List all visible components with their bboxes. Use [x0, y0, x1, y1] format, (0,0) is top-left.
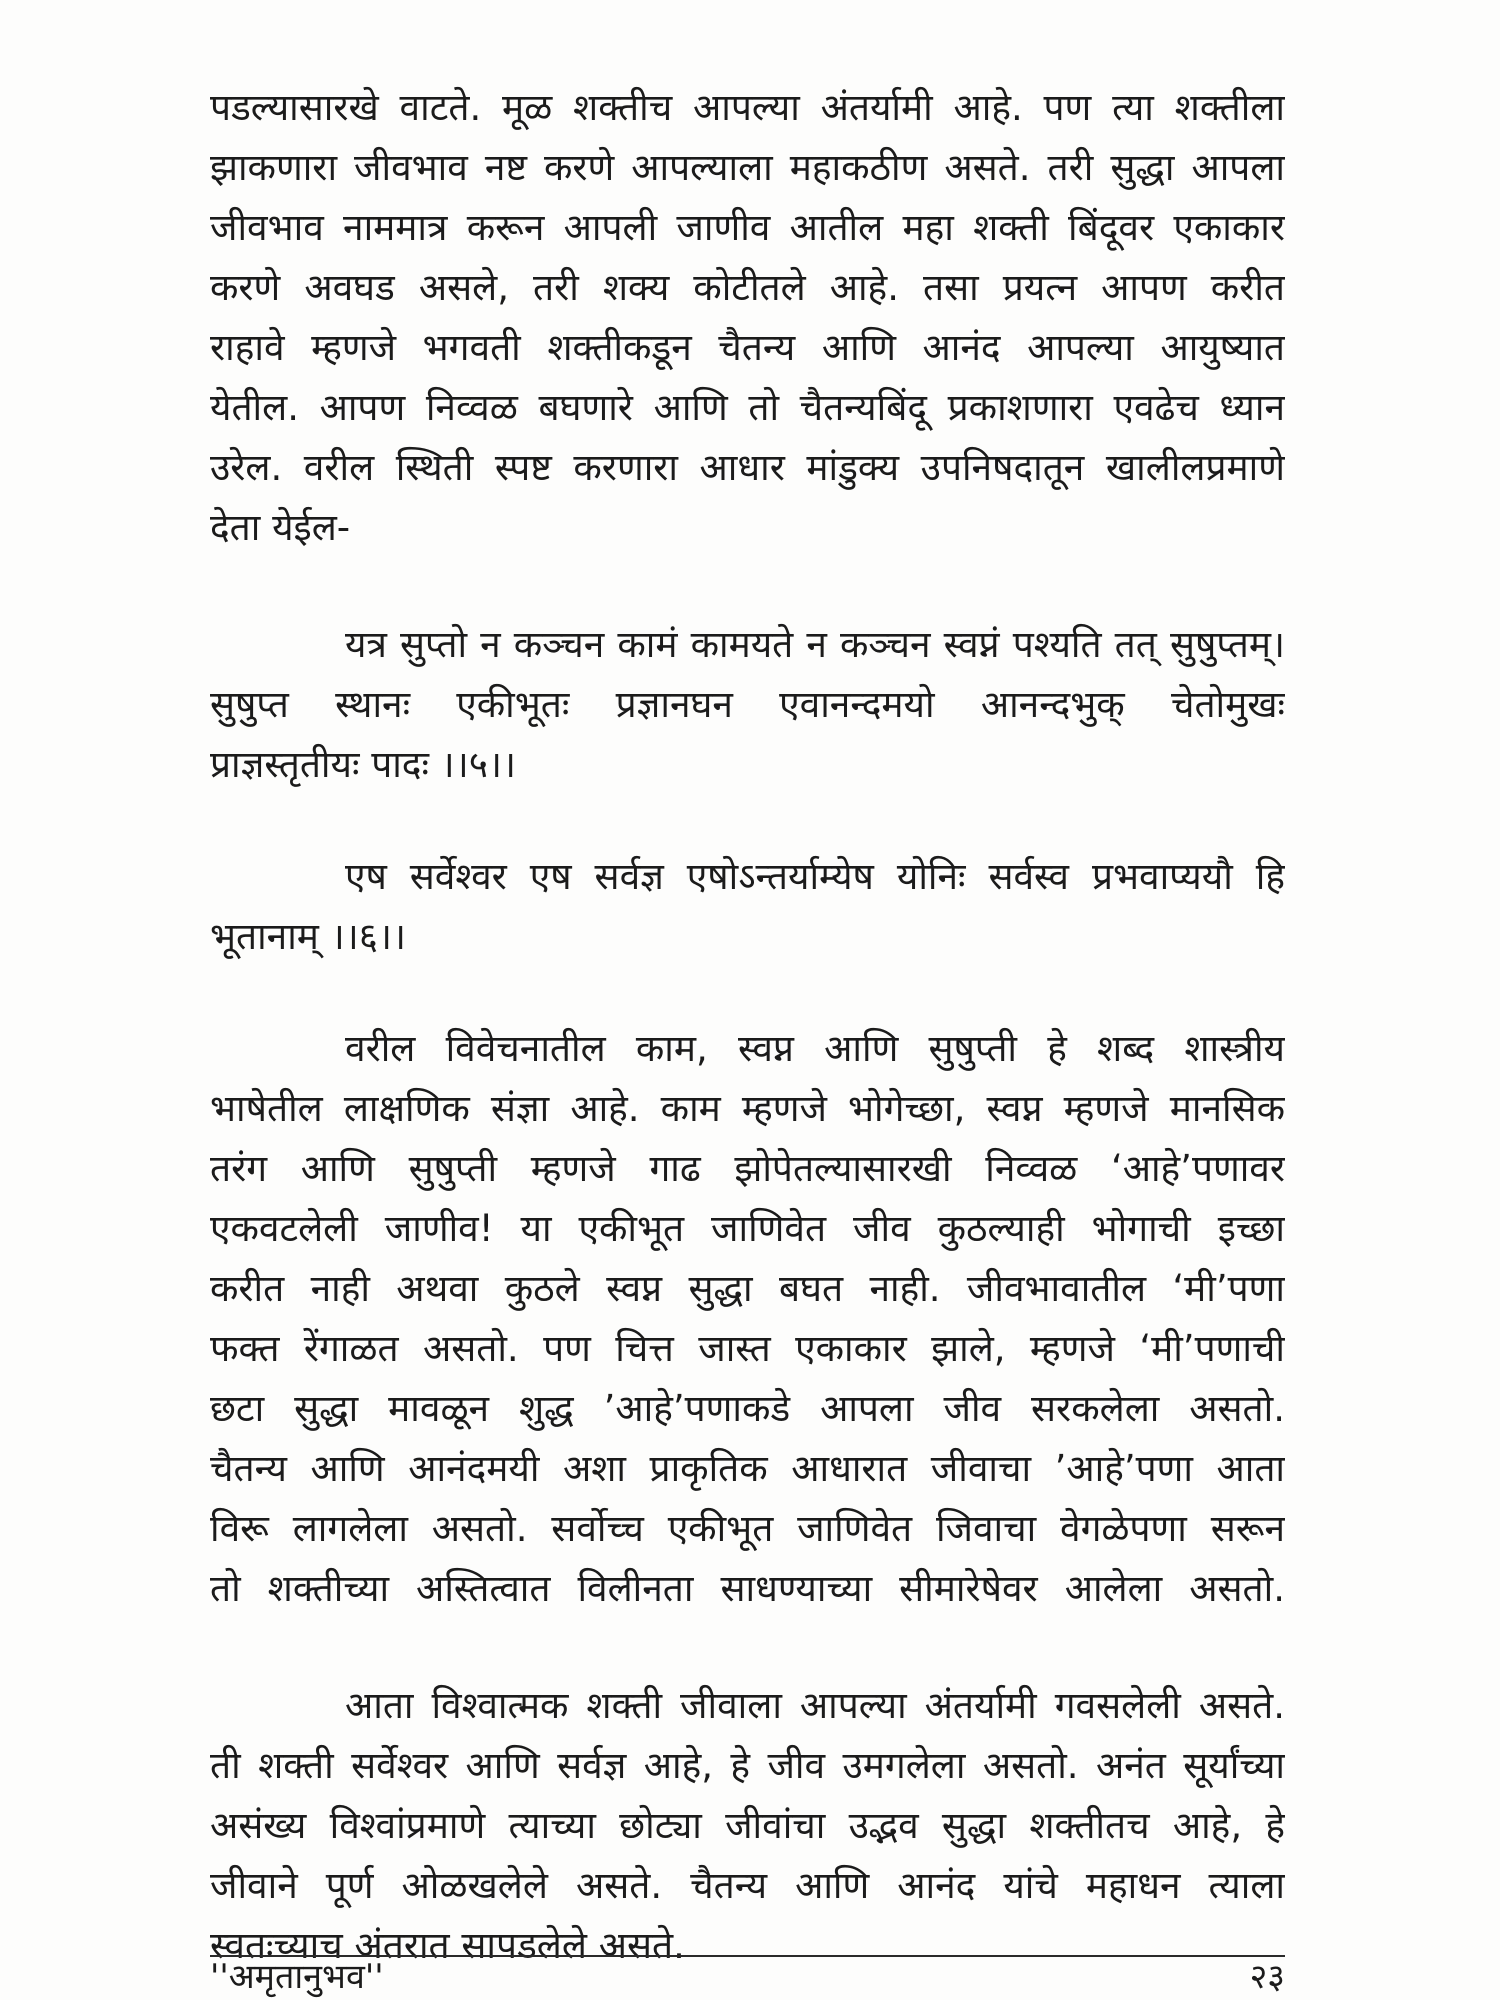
paragraph-1 — [210, 78, 1285, 558]
footer-book-title: ''अमृतानुभव'' — [210, 1957, 384, 1997]
text-line: वरील विवेचनातील काम, स्वप्न आणि सुषुप्ती हे शब्द शास्त्रीय — [345, 1027, 1285, 1070]
verse-line: प्राज्ञस्तृतीयः पादः ।।५।। — [210, 743, 517, 786]
text-line: स्वतःच्याच अंतरात सापडलेले असते. — [210, 1924, 685, 1967]
text-line: झाकणारा जीवभाव नष्ट करणे आपल्याला महाकठीण असते. तरी सुद्धा आपला — [210, 146, 1285, 189]
verse-6 — [210, 847, 1285, 967]
page-number: २३ — [1249, 1957, 1285, 1997]
text-line: उरेल. वरील स्थिती स्पष्ट करणारा आधार मांडुक्य उपनिषदातून खालीलप्रमाणे — [210, 446, 1285, 489]
text-line: चैतन्य आणि आनंदमयी अशा प्राकृतिक आधारात जीवाचा ’आहे’पणा आता — [210, 1447, 1285, 1490]
text-line: असंख्य विश्वांप्रमाणे त्याच्या छोट्या जीवांचा उद्भव सुद्धा शक्तीतच आहे, हे — [210, 1804, 1285, 1847]
page-body — [210, 78, 1285, 1976]
text-line: एकवटलेली जाणीव! या एकीभूत जाणिवेत जीव कुठल्याही भोगाची इच्छा — [210, 1207, 1285, 1250]
text-line: पडल्यासारखे वाटते. मूळ शक्तीच आपल्या अंतर्यामी आहे. पण त्या शक्तीला — [210, 86, 1285, 129]
text-line: करीत नाही अथवा कुठले स्वप्न सुद्धा बघत नाही. जीवभावातील ‘मी’पणा — [210, 1267, 1285, 1310]
paragraph-spacer — [210, 1619, 1285, 1676]
paragraph-spacer — [210, 795, 1285, 847]
text-line: भाषेतील लाक्षणिक संज्ञा आहे. काम म्हणजे भोगेच्छा, स्वप्न म्हणजे मानसिक — [210, 1087, 1285, 1130]
text-line: तो शक्तीच्या अस्तित्वात विलीनता साधण्याच्या सीमारेषेवर आलेला असतो. — [210, 1567, 1285, 1610]
text-line: फक्त रेंगाळत असतो. पण चित्त जास्त एकाकार झाले, म्हणजे ‘मी’पणाची — [210, 1327, 1285, 1370]
text-line: जीवाने पूर्ण ओळखलेले असते. चैतन्य आणि आनंद यांचे महाधन त्याला — [210, 1864, 1285, 1907]
text-line: करणे अवघड असले, तरी शक्य कोटीतले आहे. तसा प्रयत्न आपण करीत — [210, 266, 1285, 309]
verse-line: सुषुप्त स्थानः एकीभूतः प्रज्ञानघन एवानन्दमयो आनन्दभुक् चेतोमुखः — [210, 683, 1285, 726]
page-footer — [210, 1957, 1285, 1997]
text-line: जीवभाव नाममात्र करून आपली जाणीव आतील महा शक्ती बिंदूवर एकाकार — [210, 206, 1285, 249]
verse-line: एष सर्वेश्वर एष सर्वज्ञ एषोऽन्तर्याम्येष योनिः सर्वस्व प्रभवाप्ययौ हि — [345, 855, 1285, 898]
text-line: ती शक्ती सर्वेश्वर आणि सर्वज्ञ आहे, हे जीव उमगलेला असतो. अनंत सूर्यांच्या — [210, 1744, 1285, 1787]
text-line: आता विश्वात्मक शक्ती जीवाला आपल्या अंतर्यामी गवसलेली असते. — [345, 1684, 1285, 1727]
verse-line: भूतानाम् ।।६।। — [210, 915, 407, 958]
text-line: तरंग आणि सुषुप्ती म्हणजे गाढ झोपेतल्यासारखी निव्वळ ‘आहे’पणावर — [210, 1147, 1285, 1190]
verse-5 — [210, 615, 1285, 795]
text-line: देता येईल- — [210, 506, 351, 549]
paragraph-spacer — [210, 558, 1285, 615]
text-line: छटा सुद्धा मावळून शुद्ध ’आहे’पणाकडे आपला जीव सरकलेला असतो. — [210, 1387, 1285, 1430]
text-line: राहावे म्हणजे भगवती शक्तीकडून चैतन्य आणि आनंद आपल्या आयुष्यात — [210, 326, 1285, 369]
paragraph-spacer — [210, 967, 1285, 1019]
paragraph-2 — [210, 1019, 1285, 1619]
paragraph-3 — [210, 1676, 1285, 1976]
text-line: येतील. आपण निव्वळ बघणारे आणि तो चैतन्यबिंदू प्रकाशणारा एवढेच ध्यान — [210, 386, 1285, 429]
verse-line: यत्र सुप्तो न कञ्चन कामं कामयते न कञ्चन स्वप्नं पश्यति तत् सुषुप्तम्। — [345, 623, 1285, 666]
text-line: विरू लागलेला असतो. सर्वोच्च एकीभूत जाणिवेत जिवाचा वेगळेपणा सरून — [210, 1507, 1285, 1550]
